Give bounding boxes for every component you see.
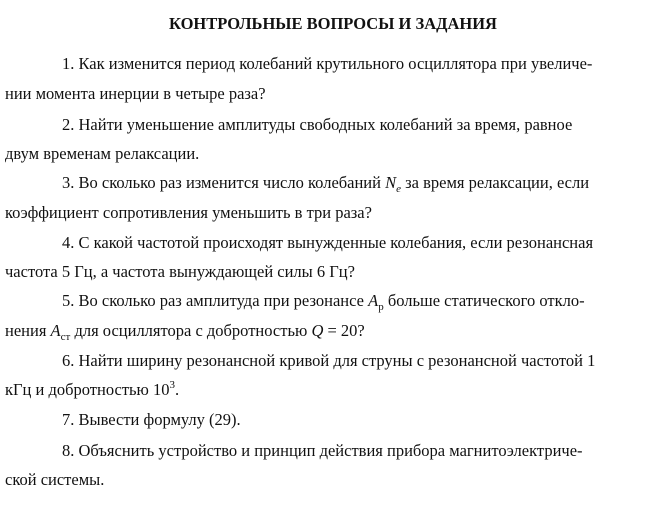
- question-5-text-e: = 20?: [323, 321, 365, 340]
- symbol-q: Q: [311, 321, 324, 340]
- question-3-text-a: 3. Во сколько раз изменится число колебаний: [62, 173, 386, 192]
- question-8-line-2: ской системы.: [5, 470, 105, 489]
- question-2-line-1: 2. Найти уменьшение амплитуды свободных колебаний за время, равное: [62, 115, 573, 134]
- question-6-line-2: [5, 380, 179, 400]
- question-7-line-1: 7. Вывести формулу (29).: [62, 410, 241, 429]
- question-3-line-1: [62, 173, 589, 193]
- question-8-line-1: 8. Объяснить устройство и принцип действия прибора магнитоэлектриче-: [62, 441, 583, 460]
- subscript-st: ст: [60, 331, 71, 343]
- question-3-line-2: коэффициент сопротивления уменьшить в три раза?: [5, 203, 372, 222]
- question-6-text-a: кГц и добротностью 10: [5, 380, 170, 399]
- question-5-line-1: [62, 291, 585, 311]
- question-1-line-2: нии момента инерции в четыре раза?: [5, 84, 266, 103]
- subscript-e: e: [396, 183, 402, 195]
- question-6-text-b: .: [175, 380, 180, 399]
- question-6-line-1: 6. Найти ширину резонансной кривой для струны с резонансной частотой 1: [62, 351, 596, 370]
- question-3-text-b: за время релаксации, если: [401, 173, 590, 192]
- question-5-text-b: больше статического откло-: [383, 291, 585, 310]
- question-4-line-2: частота 5 Гц, а частота вынуждающей силы 6 Гц?: [5, 262, 355, 281]
- symbol-a-static: A: [50, 321, 61, 340]
- question-5-text-a: 5. Во сколько раз амплитуда при резонансе: [62, 291, 369, 310]
- question-4-line-1: 4. С какой частотой происходят вынужденные колебания, если резонансная: [62, 233, 594, 252]
- question-2-line-2: двум временам релаксации.: [5, 144, 200, 163]
- symbol-n: N: [385, 173, 397, 192]
- superscript-3: 3: [169, 379, 176, 391]
- question-1-line-1: 1. Как изменится период колебаний крутильного осциллятора при увеличе-: [62, 54, 593, 73]
- question-5-text-d: для осциллятора с добротностью: [70, 321, 312, 340]
- subscript-p: р: [378, 301, 384, 313]
- question-5-line-2: [5, 321, 365, 341]
- page-title: КОНТРОЛЬНЫЕ ВОПРОСЫ И ЗАДАНИЯ: [169, 14, 497, 33]
- question-5-text-c: нения: [5, 321, 51, 340]
- symbol-a-resonance: A: [368, 291, 379, 310]
